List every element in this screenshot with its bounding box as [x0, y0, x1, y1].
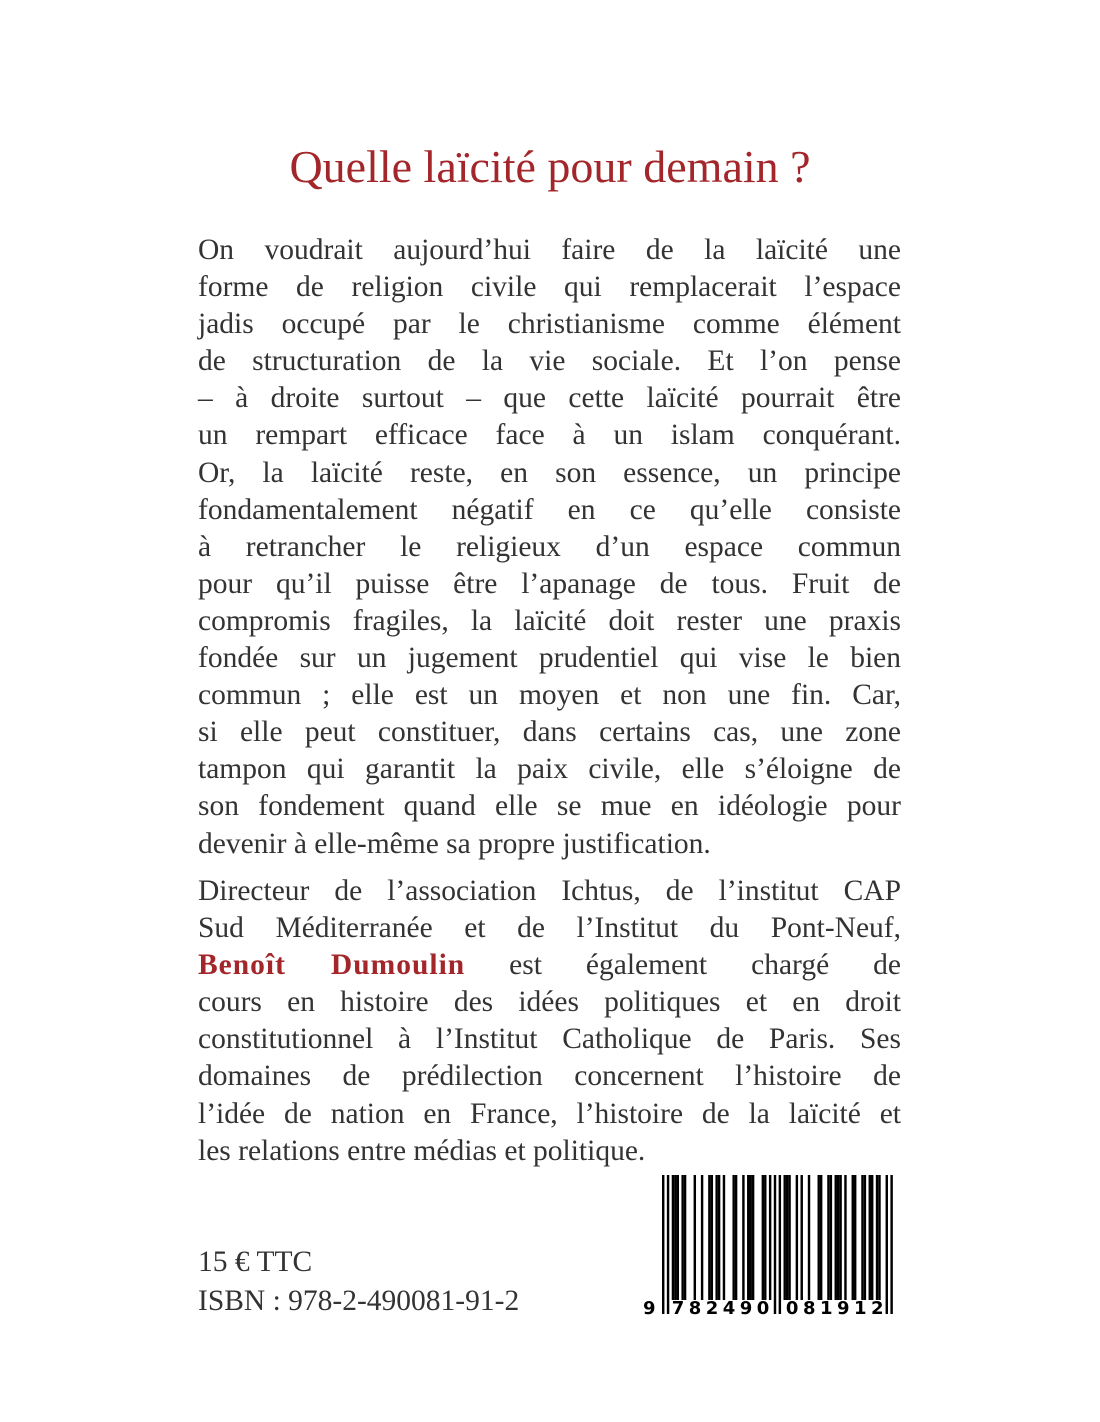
summary-line: un rempart efficace face à un islam conquérant. — [198, 419, 901, 452]
summary-line: compromis fragiles, la laïcité doit rester une praxis — [198, 604, 901, 637]
barcode-digit: 2 — [870, 1298, 884, 1319]
barcode-bar — [764, 1175, 766, 1300]
barcode-bar — [662, 1175, 664, 1314]
bio-line: Sud Méditerranée et de l’Institut du Pont-Neuf, — [198, 912, 901, 945]
barcode-digit: 1 — [819, 1298, 833, 1319]
barcode-bar — [878, 1175, 880, 1300]
summary-line: On voudrait aujourd’hui faire de la laïcité une — [198, 234, 901, 266]
bio-line: cours en histoire des idées politiques et en droit — [198, 986, 901, 1019]
barcode-bar — [723, 1175, 725, 1300]
summary-paragraph — [198, 232, 901, 863]
isbn-barcode — [640, 1172, 900, 1322]
barcode-digit: 1 — [853, 1298, 867, 1319]
barcode-bar — [762, 1175, 764, 1300]
bio-line: les relations entre médias et politique. — [198, 1134, 646, 1167]
barcode-bar — [864, 1175, 866, 1300]
barcode-bar — [869, 1175, 871, 1300]
barcode-bar — [827, 1175, 829, 1300]
barcode-bar — [839, 1175, 841, 1300]
summary-line: commun ; elle est un moyen et non une fin. Car, — [198, 679, 901, 712]
author-name: Benoît Dumoulin — [198, 949, 466, 982]
summary-line: jadis occupé par le christianisme comme élément — [198, 308, 901, 341]
author-bio-paragraph — [198, 873, 901, 1170]
barcode-digit: 9 — [836, 1298, 850, 1319]
summary-line: fondamentalement négatif en ce qu’elle consiste — [198, 493, 901, 526]
barcode-bar — [735, 1175, 737, 1300]
barcode-bar — [786, 1175, 788, 1300]
barcode-digit: 7 — [671, 1298, 685, 1319]
barcode-bar — [752, 1175, 754, 1300]
barcode-bar — [876, 1175, 878, 1300]
price: 15 € TTC — [198, 1246, 313, 1278]
summary-line: si elle peut constituer, dans certains cas, une zone — [198, 716, 901, 749]
barcode-bar — [779, 1175, 781, 1314]
barcode-bar — [818, 1175, 820, 1300]
barcode-bar — [681, 1175, 683, 1300]
barcode-digit: 8 — [688, 1298, 702, 1319]
barcode-bar — [861, 1175, 863, 1300]
barcode-bar — [672, 1175, 674, 1300]
barcode-bar — [674, 1175, 676, 1300]
barcode-digit: 8 — [802, 1298, 816, 1319]
barcode-bar — [796, 1175, 798, 1300]
barcode-bar — [708, 1175, 710, 1300]
barcode-bar — [830, 1175, 832, 1300]
summary-line: Or, la laïcité reste, en son essence, un principe — [198, 456, 901, 489]
book-title: Quelle laïcité pour demain ? — [289, 141, 811, 192]
barcode-bar — [684, 1175, 686, 1300]
barcode-bar — [694, 1175, 696, 1300]
barcode-digit: 0 — [756, 1298, 770, 1319]
barcode-bar — [808, 1175, 810, 1300]
bio-line: l’idée de nation en France, l’histoire de la laïcité et — [198, 1097, 901, 1130]
barcode-bar — [715, 1175, 717, 1300]
barcode-digit: 2 — [705, 1298, 719, 1319]
barcode-bar — [837, 1175, 839, 1300]
summary-line: fondée sur un jugement prudentiel qui vise le bien — [198, 642, 901, 675]
barcode-bar — [820, 1175, 822, 1300]
barcode-bar — [844, 1175, 846, 1300]
barcode-bar — [742, 1175, 744, 1300]
bio-line — [198, 947, 901, 984]
summary-line: tampon qui garantit la paix civile, elle s’éloigne de — [198, 753, 901, 786]
summary-line: son fondement quand elle se mue en idéologie pour — [198, 790, 901, 823]
barcode-bar — [835, 1175, 837, 1300]
barcode-bar — [677, 1175, 679, 1300]
summary-line: forme de religion civile qui remplacerait l’espace — [198, 271, 901, 304]
isbn: ISBN : 978-2-490081-91-2 — [198, 1285, 520, 1317]
summary-line: – à droite surtout – que cette laïcité pourrait être — [198, 382, 901, 415]
barcode-bar — [732, 1175, 734, 1300]
barcode-bar — [886, 1175, 888, 1314]
bio-line: Directeur de l’association Ichtus, de l’institut CAP — [198, 875, 901, 907]
barcode-bar — [747, 1175, 749, 1300]
bio-line: constitutionnel à l’Institut Catholique de Paris. Ses — [198, 1023, 901, 1056]
bio-line: domaines de prédilection concernent l’histoire de — [198, 1060, 901, 1093]
summary-line: à retrancher le religieux d’un espace commun — [198, 530, 901, 563]
barcode-bar — [718, 1175, 720, 1300]
barcode-bar — [774, 1175, 776, 1314]
summary-line: devenir à elle-même sa propre justification. — [198, 827, 711, 860]
barcode-digit: 9 — [643, 1298, 656, 1319]
bio-text: est également chargé de — [465, 949, 901, 982]
barcode-bar — [784, 1175, 786, 1300]
barcode-bar — [854, 1175, 856, 1300]
barcode-bar — [667, 1175, 669, 1314]
barcode-bar — [769, 1175, 771, 1300]
barcode-bar — [871, 1175, 873, 1300]
summary-line: pour qu’il puisse être l’apanage de tous. Fruit de — [198, 567, 901, 600]
barcode-bar — [711, 1175, 713, 1300]
barcode-digit: 4 — [722, 1298, 736, 1319]
barcode-bar — [788, 1175, 790, 1300]
barcode-bar — [890, 1175, 892, 1314]
summary-line: de structuration de la vie sociale. Et l’on pense — [198, 345, 901, 378]
barcode-bar — [749, 1175, 751, 1300]
barcode-bar — [801, 1175, 803, 1300]
barcode-bar — [852, 1175, 854, 1300]
barcode-bar — [701, 1175, 703, 1300]
barcode-digit: 0 — [785, 1298, 799, 1319]
barcode-digit: 9 — [739, 1298, 753, 1319]
